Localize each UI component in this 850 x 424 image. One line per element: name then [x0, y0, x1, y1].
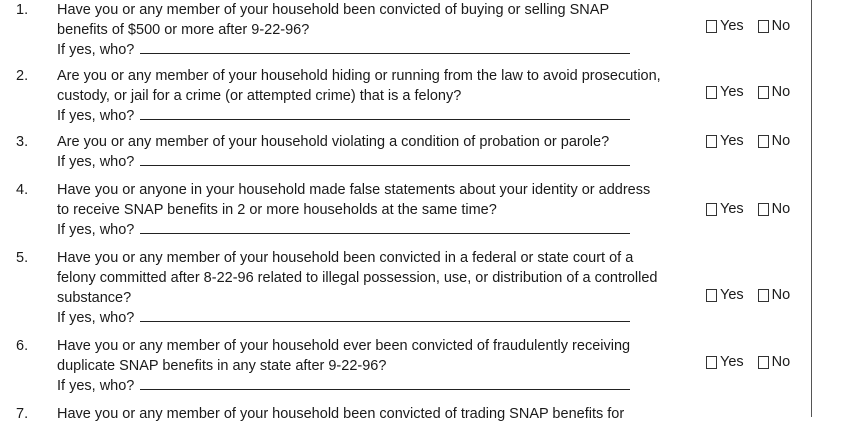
question-text-line: Have you or any member of your household ever been convicted of fraudulently receiving [57, 338, 631, 354]
yes-checkbox[interactable] [706, 20, 717, 33]
yes-label: Yes [720, 287, 744, 303]
yes-checkbox[interactable] [706, 86, 717, 99]
no-option[interactable] [758, 287, 791, 303]
no-checkbox[interactable] [758, 203, 769, 216]
answer-blank-line[interactable] [140, 40, 630, 54]
no-label: No [771, 287, 791, 303]
no-checkbox[interactable] [758, 356, 769, 369]
if-yes-who-label: If yes, who? [57, 42, 135, 58]
yes-label: Yes [720, 84, 744, 100]
question-text-line: duplicate SNAP benefits in any state after 9-22-96? [57, 358, 387, 374]
yes-checkbox[interactable] [706, 289, 717, 302]
yes-label: Yes [720, 133, 744, 149]
answer-blank-line[interactable] [140, 152, 630, 166]
question-text-line: Are you or any member of your household violating a condition of probation or parole? [57, 134, 610, 150]
yes-option[interactable] [706, 201, 744, 217]
if-yes-who-label: If yes, who? [57, 378, 135, 394]
question-number: 4. [16, 182, 29, 198]
question-text-line: felony committed after 8-22-96 related to illegal possession, use, or distribution of a controlled [57, 270, 658, 286]
no-label: No [771, 133, 791, 149]
yes-option[interactable] [706, 133, 744, 149]
no-checkbox[interactable] [758, 20, 769, 33]
answer-blank-line[interactable] [140, 220, 630, 234]
answer-blank-line[interactable] [140, 106, 630, 120]
question-number: 1. [16, 2, 29, 18]
no-label: No [771, 18, 791, 34]
question-text-line: Have you or anyone in your household made false statements about your identity or address [57, 182, 651, 198]
yes-option[interactable] [706, 84, 744, 100]
yes-option[interactable] [706, 354, 744, 370]
question-number: 5. [16, 250, 29, 266]
question-text-line: Have you or any member of your household been convicted in a federal or state court of a [57, 250, 634, 266]
if-yes-who-field[interactable] [57, 308, 677, 328]
question-text-line: substance? [57, 290, 132, 306]
yes-label: Yes [720, 18, 744, 34]
yes-label: Yes [720, 354, 744, 370]
no-option[interactable] [758, 84, 791, 100]
if-yes-who-field[interactable] [57, 40, 677, 60]
answer-blank-line[interactable] [140, 376, 630, 390]
question-number: 6. [16, 338, 29, 354]
yes-checkbox[interactable] [706, 135, 717, 148]
if-yes-who-label: If yes, who? [57, 108, 135, 124]
yes-label: Yes [720, 201, 744, 217]
no-label: No [771, 354, 791, 370]
yes-option[interactable] [706, 287, 744, 303]
question-text-line: benefits of $500 or more after 9-22-96? [57, 22, 310, 38]
no-option[interactable] [758, 201, 791, 217]
yes-checkbox[interactable] [706, 203, 717, 216]
if-yes-who-label: If yes, who? [57, 154, 135, 170]
yes-option[interactable] [706, 18, 744, 34]
if-yes-who-field[interactable] [57, 152, 677, 172]
question-text-line: Have you or any member of your household been convicted of trading SNAP benefits for [57, 406, 625, 422]
no-option[interactable] [758, 133, 791, 149]
no-checkbox[interactable] [758, 289, 769, 302]
if-yes-who-label: If yes, who? [57, 310, 135, 326]
no-label: No [771, 201, 791, 217]
question-text-line: custody, or jail for a crime (or attempted crime) that is a felony? [57, 88, 462, 104]
question-number: 3. [16, 134, 29, 150]
if-yes-who-label: If yes, who? [57, 222, 135, 238]
no-option[interactable] [758, 354, 791, 370]
no-label: No [771, 84, 791, 100]
question-text-line: Have you or any member of your household been convicted of buying or selling SNAP [57, 2, 610, 18]
question-number: 7. [16, 406, 29, 422]
question-text-line: to receive SNAP benefits in 2 or more households at the same time? [57, 202, 497, 218]
if-yes-who-field[interactable] [57, 106, 677, 126]
answer-blank-line[interactable] [140, 308, 630, 322]
no-option[interactable] [758, 18, 791, 34]
yes-checkbox[interactable] [706, 356, 717, 369]
question-text-line: Are you or any member of your household hiding or running from the law to avoid prosecution, [57, 68, 661, 84]
question-number: 2. [16, 68, 29, 84]
if-yes-who-field[interactable] [57, 220, 677, 240]
if-yes-who-field[interactable] [57, 376, 677, 396]
no-checkbox[interactable] [758, 135, 769, 148]
no-checkbox[interactable] [758, 86, 769, 99]
